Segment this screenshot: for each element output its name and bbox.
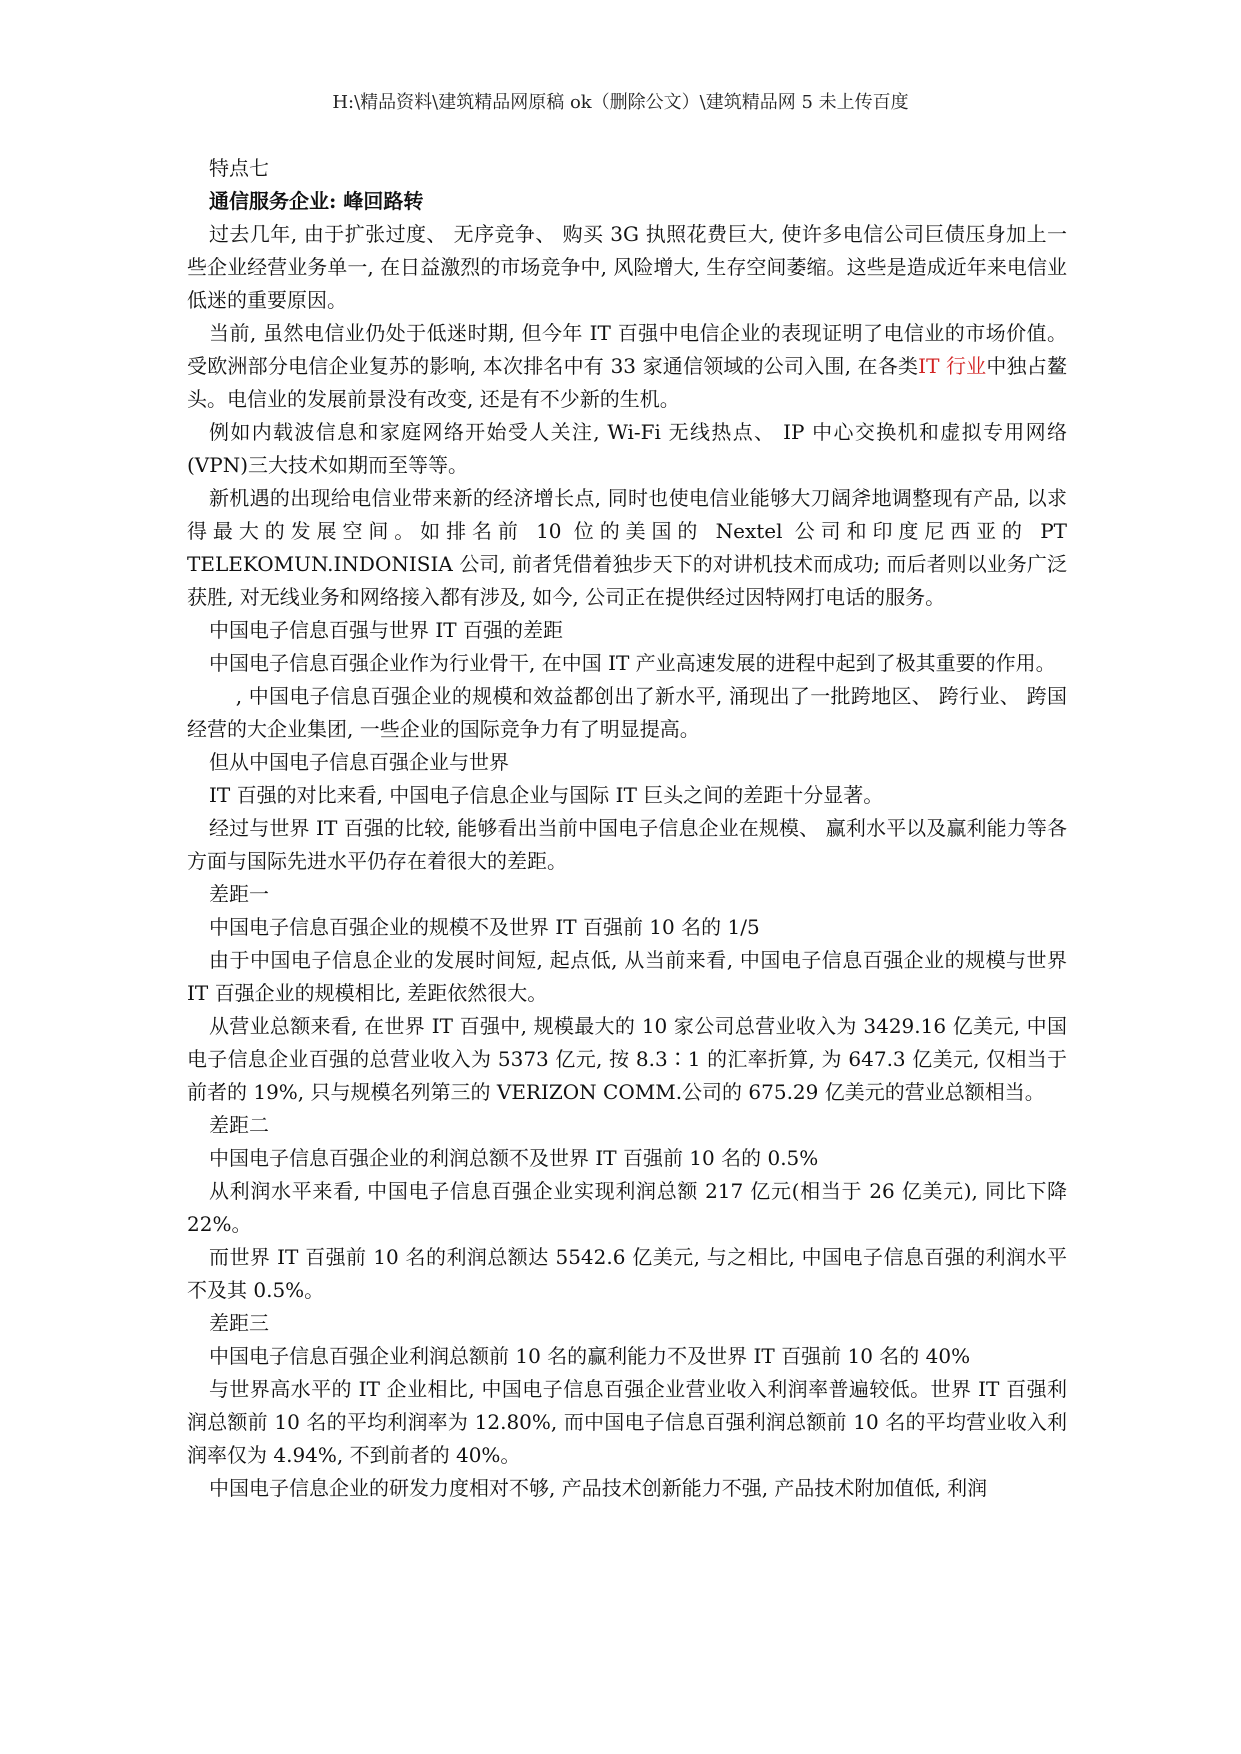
paragraph: 与世界高水平的 IT 企业相比, 中国电子信息百强企业营业收入利润率普遍较低。世界 IT 百强利润总额前 10 名的平均利润率为 12.80%, 而中国电子信息百强利润总额前 10 名的平均营业收入利润率仅为 4.94%, 不到前者的 40%。 — [187, 1377, 1067, 1467]
it-industry-link[interactable]: IT 行业 — [918, 354, 987, 378]
paragraph: 从利润水平来看, 中国电子信息百强企业实现利润总额 217 亿元(相当于 26 亿美元), 同比下降 22%。 — [187, 1179, 1067, 1236]
paragraph: 中国电子信息百强企业利润总额前 10 名的赢利能力不及世界 IT 百强前 10 名的 40% — [209, 1344, 971, 1368]
paragraph-text: 当前, 虽然电信业仍处于低迷时期, 但今年 IT 百强中电信企业的表现证明了电信业的市场价值。受欧洲部分电信企业复苏的影响, 本次排名中有 33 家通信领域的公司入围, 在各类 — [187, 321, 1067, 378]
paragraph: 由于中国电子信息企业的发展时间短, 起点低, 从当前来看, 中国电子信息百强企业的规模与世界 IT 百强企业的规模相比, 差距依然很大。 — [187, 948, 1067, 1005]
section-heading-gap-two: 差距二 — [209, 1113, 269, 1137]
section-heading-gap-three: 差距三 — [209, 1311, 269, 1335]
section-heading-gap-one: 差距一 — [209, 882, 269, 906]
paragraph-text: 中独占鳌头。电信业的发展前景没有改变, 还是有不少新的生机。 — [187, 354, 1067, 411]
document-header-path: H:\精品资料\建筑精品网原稿 ok（删除公文）\建筑精品网 5 未上传百度 — [332, 92, 909, 113]
paragraph: 但从中国电子信息百强企业与世界 — [209, 750, 509, 774]
paragraph-clipped: 中国电子信息企业的研发力度相对不够, 产品技术创新能力不强, 产品技术附加值低, 利润 — [209, 1476, 988, 1500]
section-heading-feature-seven: 特点七 — [209, 156, 269, 180]
document-body — [187, 152, 1067, 1505]
paragraph-with-link — [187, 317, 1067, 416]
paragraph: IT 百强的对比来看, 中国电子信息企业与国际 IT 巨头之间的差距十分显著。 — [209, 783, 884, 807]
paragraph: 新机遇的出现给电信业带来新的经济增长点, 同时也使电信业能够大刀阔斧地调整现有产品, 以求得最大的发展空间。如排名前 10 位的美国的 Nextel 公司和印度尼西亚的 PT TELEKOMUN.INDONISIA 公司, 前者凭借着独步天下的对讲机技术而成功; 而后者则以业务广泛获胜, 对无线业务和网络接入都有涉及, 如今, 公司正在提供经过因特网打电话的服务。 — [187, 486, 1067, 609]
section-subheading-telecom: 通信服务企业: 峰回路转 — [209, 189, 424, 213]
paragraph: 从营业总额来看, 在世界 IT 百强中, 规模最大的 10 家公司总营业收入为 3429.16 亿美元, 中国电子信息企业百强的总营业收入为 5373 亿元, 按 8.3∶1 的汇率折算, 为 647.3 亿美元, 仅相当于前者的 19%, 只与规模名列第三的 VERIZON COMM.公司的 675.29 亿美元的营业总额相当。 — [187, 1014, 1067, 1104]
paragraph: 中国电子信息百强企业的利润总额不及世界 IT 百强前 10 名的 0.5% — [209, 1146, 819, 1170]
paragraph: 例如内载波信息和家庭网络开始受人关注, Wi-Fi 无线热点、 IP 中心交换机和虚拟专用网络(VPN)三大技术如期而至等等。 — [187, 420, 1067, 477]
paragraph: 中国电子信息百强企业作为行业骨干, 在中国 IT 产业高速发展的进程中起到了极其重要的作用。 — [209, 651, 1056, 675]
paragraph: 而世界 IT 百强前 10 名的利润总额达 5542.6 亿美元, 与之相比, 中国电子信息百强的利润水平不及其 0.5%。 — [187, 1245, 1067, 1302]
paragraph: 经过与世界 IT 百强的比较, 能够看出当前中国电子信息企业在规模、 赢利水平以及赢利能力等各方面与国际先进水平仍存在着很大的差距。 — [187, 816, 1067, 873]
section-heading-gap-comparison: 中国电子信息百强与世界 IT 百强的差距 — [209, 618, 563, 642]
paragraph: 中国电子信息百强企业的规模不及世界 IT 百强前 10 名的 1/5 — [209, 915, 760, 939]
paragraph: 过去几年, 由于扩张过度、 无序竞争、 购买 3G 执照花费巨大, 使许多电信公司巨债压身加上一些企业经营业务单一, 在日益激烈的市场竞争中, 风险增大, 生存空间萎缩。这些是造成近年来电信业低迷的重要原因。 — [187, 222, 1067, 312]
paragraph: , 中国电子信息百强企业的规模和效益都创出了新水平, 涌现出了一批跨地区、 跨行业、 跨国经营的大企业集团, 一些企业的国际竞争力有了明显提高。 — [187, 684, 1067, 741]
